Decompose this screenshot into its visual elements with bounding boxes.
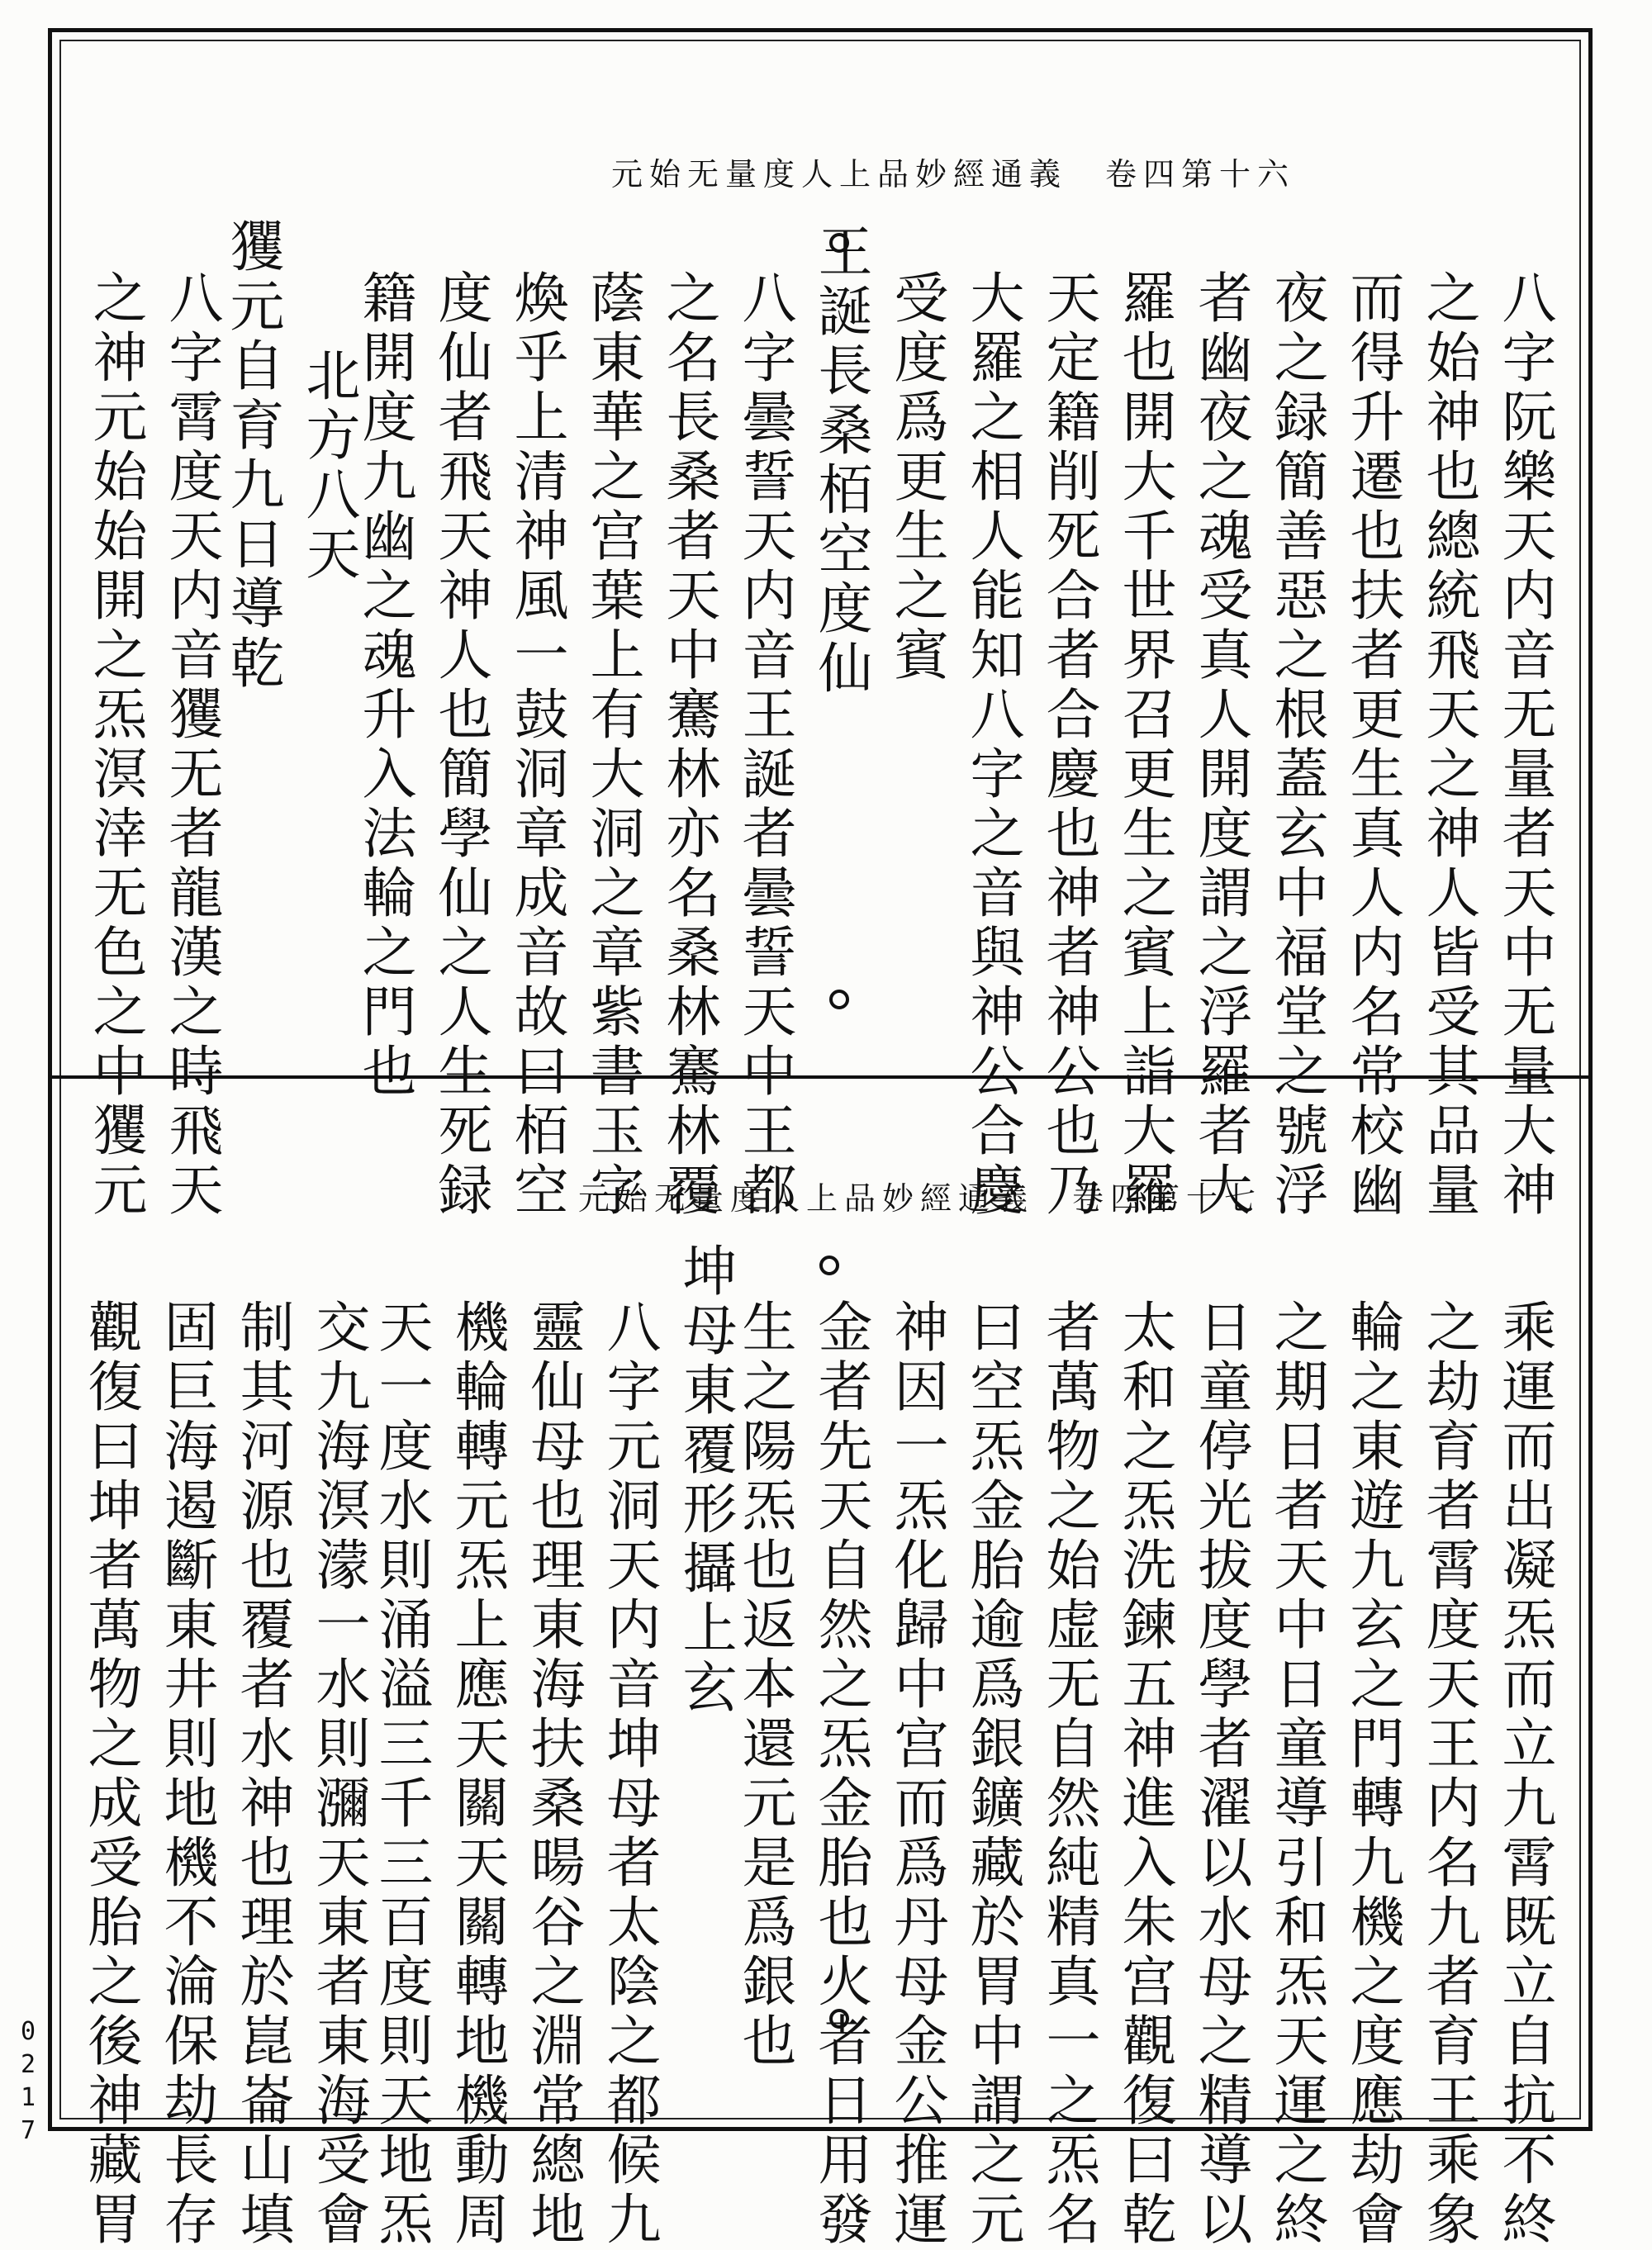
top-col-15: 度仙者飛天神人也簡學仙之人生死録 [429, 269, 492, 1221]
bottom-col-16: 天一度水則涌溢三千三百度則天地炁 [369, 1298, 433, 2250]
top-col-18: 玃元自育九日導乾 [221, 218, 284, 694]
bottom-col-7: 者萬物之始虚无自然純精真一之炁名 [1037, 1298, 1100, 2250]
top-col-20: 之神元始始開之炁溟涬无色之中玃元 [83, 269, 147, 1221]
top-col-10: 王誕長桑栢空度仙 [809, 223, 872, 699]
top-col-14: 煥乎上清神風一鼓洞章成音故曰栢空 [505, 269, 568, 1221]
bottom-col-9: 神因一炁化歸中宫而爲丹母金公推運 [885, 1298, 948, 2250]
top-col-19: 八字霄度天内音玃无者龍漢之時飛天 [159, 269, 223, 1221]
bottom-col-14: 靈仙母也理東海扶桑暘谷之淵常總地 [521, 1298, 585, 2250]
page-number: 0217 [20, 2017, 36, 2145]
bottom-header: 元始无量度人上品妙經通義 卷四第十七 [578, 1180, 1263, 1217]
top-col-8: 大羅之相人能知八字之音與神公合慶 [961, 269, 1024, 1221]
bottom-col-3: 輪之東遊九玄之門轉九機之度應劫會 [1341, 1298, 1404, 2250]
section-marker-circle [829, 990, 849, 1009]
top-col-9: 受度爲更生之賓 [885, 269, 948, 686]
bottom-col-12: 坤母東覆形攝上玄 [673, 1242, 737, 1718]
bottom-col-8: 曰空炁金胎逾爲銀鑛藏於胃中謂之元 [961, 1298, 1024, 2250]
top-header: 元始无量度人上品妙經通義 卷四第十六 [611, 156, 1296, 192]
top-col-2: 之始神也總統飛天之神人皆受其品量 [1417, 269, 1480, 1221]
top-col-4: 夜之録簡善惡之根蓋玄中福堂之號浮 [1265, 269, 1328, 1221]
bottom-col-17: 交九海溟濛一水則瀰天東者東海受會 [306, 1298, 370, 2250]
bottom-col-10: 金者先天自然之炁金胎也火者日用發 [809, 1298, 872, 2250]
bottom-col-1: 乘運而出凝炁而立九霄既立自抗不終 [1493, 1298, 1556, 2250]
top-col-6: 羅也開大千世界召更生之賓上詣大羅 [1113, 269, 1176, 1221]
bottom-col-6: 太和之炁洗鍊五神進入朱宫觀復曰乾 [1113, 1298, 1176, 2250]
top-col-16: 籍開度九幽之魂升入法輪之門也 [353, 269, 416, 1102]
bottom-col-15: 機輪轉元炁上應天關天關轉地機動周 [445, 1298, 509, 2250]
top-col-13: 蔭東華之宫葉上有大洞之章紫書玉字 [581, 269, 644, 1221]
top-col-17: 北方八天 [297, 347, 360, 585]
top-col-7: 天定籍削死合者合慶也神者神公也乃 [1037, 269, 1100, 1221]
bottom-col-11: 生之陽炁也返本還元是爲銀也 [733, 1298, 796, 2072]
section-marker-circle [819, 1256, 839, 1275]
bottom-col-20: 觀復曰坤者萬物之成受胎之後神藏胃 [78, 1298, 142, 2250]
top-col-11: 八字曇誓天内音王誕者曇誓天中王都 [733, 269, 796, 1221]
bottom-col-13: 八字元洞天内音坤母者太陰之都候九 [597, 1298, 661, 2250]
top-col-1: 八字阮樂天内音无量者天中无量大神 [1493, 269, 1556, 1221]
bottom-col-2: 之劫育者霄度天王内名九者育王乘象 [1417, 1298, 1480, 2250]
top-col-5: 者幽夜之魂受真人開度謂之浮羅者大 [1189, 269, 1252, 1221]
bottom-col-4: 之期日者天中日童導引和炁天運之終 [1265, 1298, 1328, 2250]
top-col-3: 而得升遷也扶者更生真人内名常校幽 [1341, 269, 1404, 1221]
top-col-12: 之名長桑者天中騫林亦名桑林騫林覆 [657, 269, 720, 1221]
bottom-col-5: 日童停光拔度學者濯以水母之精導以 [1189, 1298, 1252, 2250]
bottom-col-18: 制其河源也覆者水神也理於崑崙山填 [230, 1298, 294, 2250]
bottom-col-19: 固巨海遏斷東井則地機不淪保劫長存 [154, 1298, 218, 2250]
